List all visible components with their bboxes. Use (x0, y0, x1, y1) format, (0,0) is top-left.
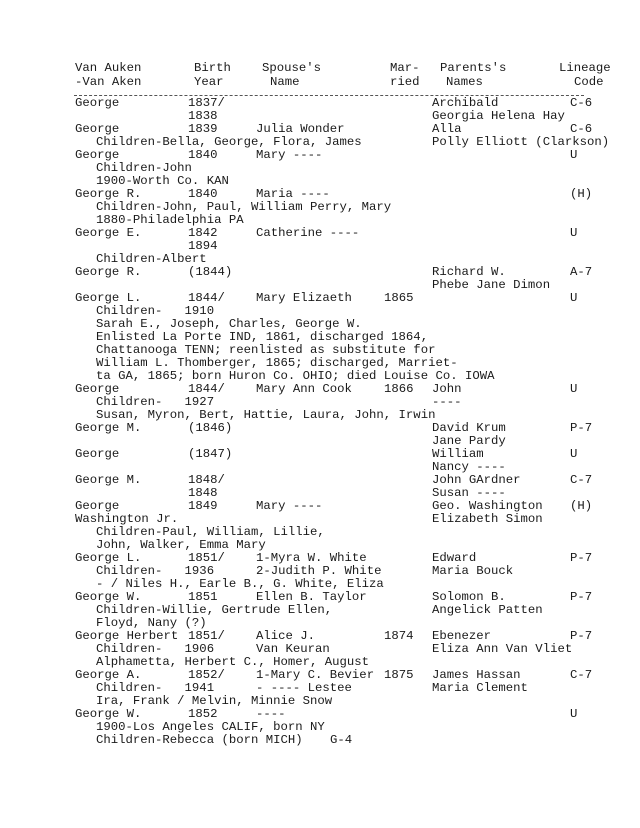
entry-birth-year: 1844/ (188, 382, 225, 396)
header-code-line1: Lineage (559, 61, 611, 75)
entry-lineage-code: C-7 (570, 473, 593, 487)
header-spouse-line2: Name (270, 75, 300, 89)
entry-detail: Sarah E., Joseph, Charles, George W. (96, 317, 362, 331)
entry-detail: - / Niles H., Earle B., G. White, Eliza (96, 577, 384, 591)
entry-spouse: - ---- Lestee (256, 681, 352, 695)
entry-lineage-code: P-7 (570, 629, 593, 643)
entry-detail: Floyd, Nany (?) (96, 616, 207, 630)
entry-parents: Phebe Jane Dimon (432, 278, 551, 292)
entry-name: George R. (75, 265, 142, 279)
entry-birth-year: 1837/ (188, 96, 225, 110)
entry-spouse: Catherine ---- (256, 226, 360, 240)
entry-lineage-code: U (570, 707, 578, 721)
entry-detail: Chattanooga TENN; reenlisted as substitute for (96, 343, 436, 357)
entry-detail: Susan, Myron, Bert, Hattie, Laura, John, Irwin (96, 408, 436, 422)
entry-detail: Enlisted La Porte IND, 1861, discharged 1864, (96, 330, 429, 344)
entry-name: George (75, 122, 120, 136)
entry-birth-year: (1847) (188, 447, 233, 461)
header-name-line1: Van Auken (75, 61, 142, 75)
entry-lineage-code: C-7 (570, 668, 593, 682)
header-name-line2: -Van Aken (75, 75, 142, 89)
entry-parents: Alla (432, 122, 462, 136)
entry-detail: Alphametta, Herbert C., Homer, August (96, 655, 370, 669)
entry-birth-year: 1848/ (188, 473, 225, 487)
entry-spouse: Mary ---- (256, 499, 323, 513)
entry-detail: 1900-Worth Co. KAN (96, 174, 229, 188)
header-married-line1: Mar- (390, 61, 420, 75)
entry-spouse: Van Keuran (256, 642, 330, 656)
entry-lineage-code: U (570, 291, 578, 305)
entry-detail: Ira, Frank / Melvin, Minnie Snow (96, 694, 333, 708)
entry-detail: William L. Thomberger, 1865; discharged, Marriet- (96, 356, 458, 370)
entry-name: George L. (75, 551, 142, 565)
entry-birth-year: (1844) (188, 265, 233, 279)
header-married-line2: ried (390, 75, 420, 89)
entry-detail: Children- 1910 (96, 304, 215, 318)
entry-parents: Angelick Patten (432, 603, 543, 617)
entry-name: George M. (75, 421, 142, 435)
entry-detail: Children-John (96, 161, 192, 175)
entry-name: George W. (75, 590, 142, 604)
entry-parents: Nancy ---- (432, 460, 506, 474)
entry-lineage-code: C-6 (570, 96, 593, 110)
entry-name: George (75, 148, 120, 162)
entry-name: George E. (75, 226, 142, 240)
entry-parents: David Krum (432, 421, 506, 435)
entry-name: George L. (75, 291, 142, 305)
entry-birth-year: 1840 (188, 148, 218, 162)
entry-lineage-code: U (570, 382, 578, 396)
entry-birth-year: 1852/ (188, 668, 225, 682)
entry-detail: Children- 1906 (96, 642, 215, 656)
entry-parents: Richard W. (432, 265, 506, 279)
header-parents-line2: Names (446, 75, 483, 89)
entry-lineage-code: (H) (570, 499, 593, 513)
entry-detail: Children- 1941 (96, 681, 215, 695)
entry-spouse: Julia Wonder (256, 122, 345, 136)
entry-name: George (75, 499, 120, 513)
entry-birth-year: 1839 (188, 122, 218, 136)
header-birth-line1: Birth (194, 61, 231, 75)
entry-spouse: Ellen B. Taylor (256, 590, 367, 604)
header-parents-line1: Parents's (440, 61, 507, 75)
header-spouse-line1: Spouse's (262, 61, 322, 75)
entry-spouse: Mary Elizaeth (256, 291, 352, 305)
entry-spouse: Mary ---- (256, 148, 323, 162)
entry-detail: 1900-Los Angeles CALIF, born NY (96, 720, 325, 734)
entry-parents: Susan ---- (432, 486, 506, 500)
entry-married-year: 1874 (384, 629, 414, 643)
entry-lineage-code: P-7 (570, 590, 593, 604)
entry-name: Washington Jr. (75, 512, 179, 526)
entry-lineage-code: C-6 (570, 122, 593, 136)
entry-birth-year: 1844/ (188, 291, 225, 305)
entry-parents: Solomon B. (432, 590, 506, 604)
entry-name: George Herbert (75, 629, 179, 643)
entry-spouse: Maria ---- (256, 187, 330, 201)
entry-birth-year: 1851/ (188, 629, 225, 643)
entry-detail: Children-Paul, William, Lillie, (96, 525, 325, 539)
entry-name: George W. (75, 707, 142, 721)
entry-married-year: 1866 (384, 382, 414, 396)
entry-birth-year: 1848 (188, 486, 218, 500)
entry-spouse: Mary Ann Cook (256, 382, 352, 396)
entry-birth-year: 1852 (188, 707, 218, 721)
entry-birth-year: (1846) (188, 421, 233, 435)
entry-parents: ---- (432, 395, 462, 409)
entry-spouse: 1-Myra W. White (256, 551, 367, 565)
entry-parents: James Hassan (432, 668, 521, 682)
entry-name: George R. (75, 187, 142, 201)
entry-name: George M. (75, 473, 142, 487)
page-number: G-4 (330, 733, 353, 747)
entry-name: George (75, 382, 120, 396)
entry-lineage-code: A-7 (570, 265, 593, 279)
entry-parents: Jane Pardy (432, 434, 506, 448)
entry-detail: Children- 1927 (96, 395, 215, 409)
entry-detail: Children-Bella, George, Flora, James (96, 135, 362, 149)
entry-birth-year: 1894 (188, 239, 218, 253)
header-birth-line2: Year (194, 75, 224, 89)
entry-birth-year: 1851 (188, 590, 218, 604)
entry-parents: Geo. Washington (432, 499, 543, 513)
entry-lineage-code: U (570, 226, 578, 240)
entry-birth-year: 1842 (188, 226, 218, 240)
entry-birth-year: 1851/ (188, 551, 225, 565)
entry-parents: Ebenezer (432, 629, 492, 643)
entry-parents: Eliza Ann Van Vliet (432, 642, 573, 656)
entry-detail: Children-Albert (96, 252, 207, 266)
entry-birth-year: 1838 (188, 109, 218, 123)
entry-parents: Polly Elliott (Clarkson) (432, 135, 610, 149)
entry-spouse: 1-Mary C. Bevier (256, 668, 375, 682)
entry-detail: 1880-Philadelphia PA (96, 213, 244, 227)
entry-lineage-code: P-7 (570, 551, 593, 565)
entry-parents: Maria Bouck (432, 564, 514, 578)
entry-lineage-code: U (570, 148, 578, 162)
entry-detail: Children-Rebecca (born MICH) (96, 733, 303, 747)
entry-married-year: 1875 (384, 668, 414, 682)
header-code-line2: Code (574, 75, 604, 89)
entry-parents: Elizabeth Simon (432, 512, 543, 526)
entry-detail: ta GA, 1865; born Huron Co. OHIO; died Louise Co. IOWA (96, 369, 495, 383)
entry-spouse: Alice J. (256, 629, 316, 643)
entry-married-year: 1865 (384, 291, 414, 305)
entry-detail: John, Walker, Emma Mary (96, 538, 266, 552)
entry-spouse: 2-Judith P. White (256, 564, 382, 578)
entry-detail: Children-Willie, Gertrude Ellen, (96, 603, 333, 617)
entry-birth-year: 1840 (188, 187, 218, 201)
entry-name: George A. (75, 668, 142, 682)
entry-detail: Children-John, Paul, William Perry, Mary (96, 200, 392, 214)
entry-parents: Edward (432, 551, 477, 565)
entry-lineage-code: P-7 (570, 421, 593, 435)
entry-lineage-code: U (570, 447, 578, 461)
entry-lineage-code: (H) (570, 187, 593, 201)
header-rule (74, 95, 584, 96)
entry-name: George (75, 96, 120, 110)
entry-detail: Children- 1936 (96, 564, 215, 578)
entry-spouse: ---- (256, 707, 286, 721)
entry-parents: Maria Clement (432, 681, 528, 695)
entry-parents: John (432, 382, 462, 396)
entry-name: George (75, 447, 120, 461)
entry-parents: Archibald (432, 96, 499, 110)
entry-parents: John GArdner (432, 473, 521, 487)
entry-parents: William (432, 447, 484, 461)
entry-parents: Georgia Helena Hay (432, 109, 565, 123)
entry-birth-year: 1849 (188, 499, 218, 513)
